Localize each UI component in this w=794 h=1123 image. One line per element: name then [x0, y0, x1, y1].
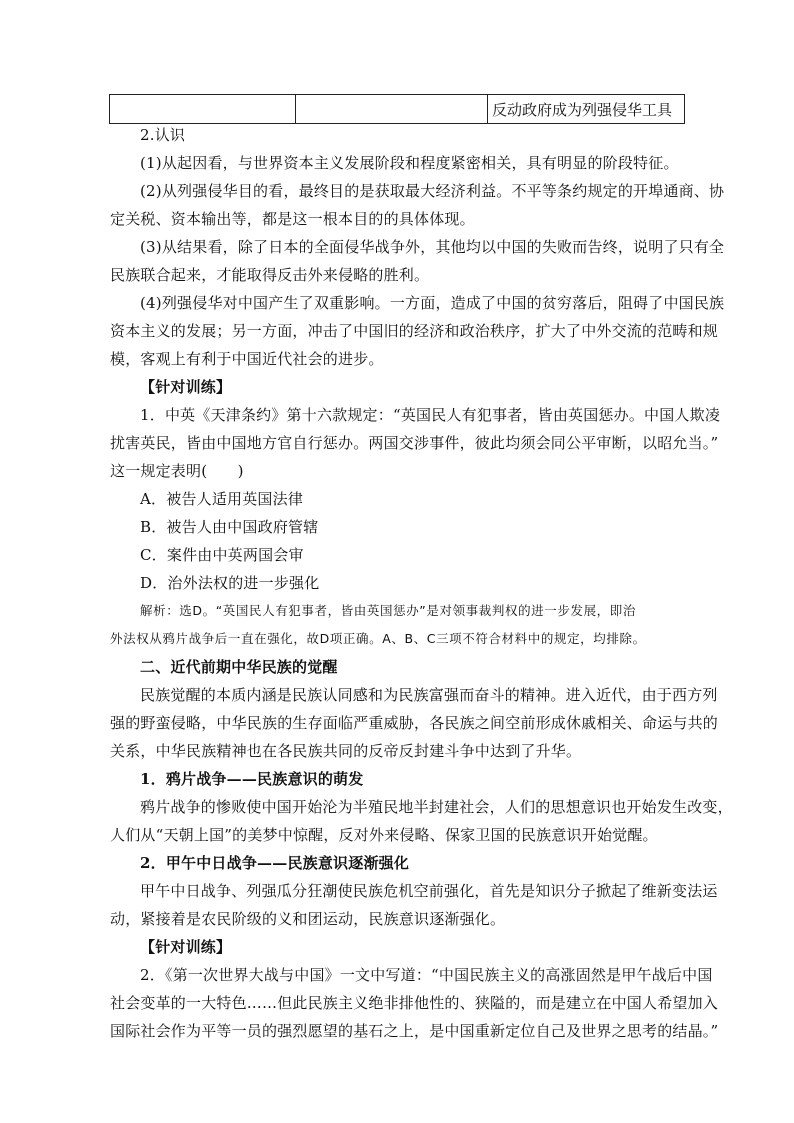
question-line: 社会变革的一大特色……但此民族主义绝非排他性的、狭隘的，而是建立在中国人希望加入: [110, 994, 719, 1012]
exercise-heading: 【针对训练】: [140, 938, 232, 956]
table-row: [110, 95, 685, 124]
question-line: 2．《第一次世界大战与中国》一文中写道：“中国民族主义的高涨固然是甲午战后中国: [140, 966, 713, 984]
continuation-table: [109, 94, 685, 124]
option-b: B．被告人由中国政府管辖: [140, 518, 319, 536]
analysis-line: 外法权从鸦片战争后一直在强化，故D项正确。A、B、C三项不符合材料中的规定，均排除。: [110, 631, 646, 646]
option-c: C．案件由中英两国会审: [140, 546, 304, 564]
section-heading: 二、近代前期中华民族的觉醒: [140, 658, 338, 676]
paragraph-line: (4)列强侵华对中国产生了双重影响。一方面，造成了中国的贫穷落后，阻碍了中国民族: [140, 294, 725, 312]
table-cell: 反动政府成为列强侵华工具: [488, 95, 685, 124]
paragraph-line: 关系，中华民族精神也在各民族共同的反帝反封建斗争中达到了升华。: [110, 742, 582, 760]
subsection-heading: 1．鸦片战争——民族意识的萌发: [140, 770, 364, 788]
paragraph-line: 动，紧接着是农民阶级的义和团运动，民族意识逐渐强化。: [110, 910, 506, 928]
paragraph-line: 民族觉醒的本质内涵是民族认同感和为民族富强而奋斗的精神。进入近代，由于西方列: [140, 686, 718, 704]
analysis-line: 解析：选D。“英国民人有犯事者，皆由英国惩办”是对领事裁判权的进一步发展，即治: [140, 603, 636, 618]
exercise-heading: 【针对训练】: [140, 378, 232, 396]
paragraph-line: 民族联合起来，才能取得反击外来侵略的胜利。: [110, 266, 430, 284]
question-line: 国际社会作为平等一员的强烈愿望的基石之上，是中国重新定位自己及世界之思考的结晶。”: [110, 1022, 719, 1040]
subsection-heading: 2．甲午中日战争——民族意识逐渐强化: [140, 854, 410, 872]
table-cell: [110, 95, 296, 124]
question-line: 扰害英民，皆由中国地方官自行惩办。两国交涉事件，彼此均须会同公平审断，以昭允当。”: [110, 434, 719, 452]
table-cell: [296, 95, 488, 124]
paragraph-line: (3)从结果看，除了日本的全面侵华战争外，其他均以中国的失败而告终，说明了只有全: [140, 238, 725, 256]
paragraph-line: 鸦片战争的惨败使中国开始沦为半殖民地半封建社会，人们的思想意识也开始发生改变，: [140, 798, 733, 816]
paragraph-line: 强的野蛮侵略，中华民族的生存面临严重威胁，各民族之间空前形成休戚相关、命运与共的: [110, 714, 719, 732]
paragraph-line: (2)从列强侵华目的看，最终目的是获取最大经济利益。不平等条约规定的开埠通商、协: [140, 182, 725, 200]
option-a: A．被告人适用英国法律: [140, 490, 304, 508]
question-line: 这一规定表明( ): [110, 462, 244, 480]
paragraph-line: (1)从起因看，与世界资本主义发展阶段和程度紧密相关，具有明显的阶段特征。: [140, 154, 679, 172]
paragraph-line: 定关税、资本输出等，都是这一根本目的的具体体现。: [110, 210, 475, 228]
option-d: D．治外法权的进一步强化: [140, 574, 320, 592]
paragraph-line: 人们从“天朝上国”的美梦中惊醒，反对外来侵略、保家卫国的民族意识开始觉醒。: [110, 826, 658, 844]
paragraph-line: 模，客观上有利于中国近代社会的进步。: [110, 350, 384, 368]
question-line: 1．中英《天津条约》第十六款规定：“英国民人有犯事者，皆由英国惩办。中国人欺凌: [140, 406, 721, 424]
paragraph-line: 甲午中日战争、列强瓜分狂潮使民族危机空前强化，首先是知识分子掀起了维新变法运: [140, 882, 718, 900]
section-heading: 2.认识: [140, 126, 186, 144]
paragraph-line: 资本主义的发展；另一方面，冲击了中国旧的经济和政治秩序，扩大了中外交流的范畴和规: [110, 322, 719, 340]
